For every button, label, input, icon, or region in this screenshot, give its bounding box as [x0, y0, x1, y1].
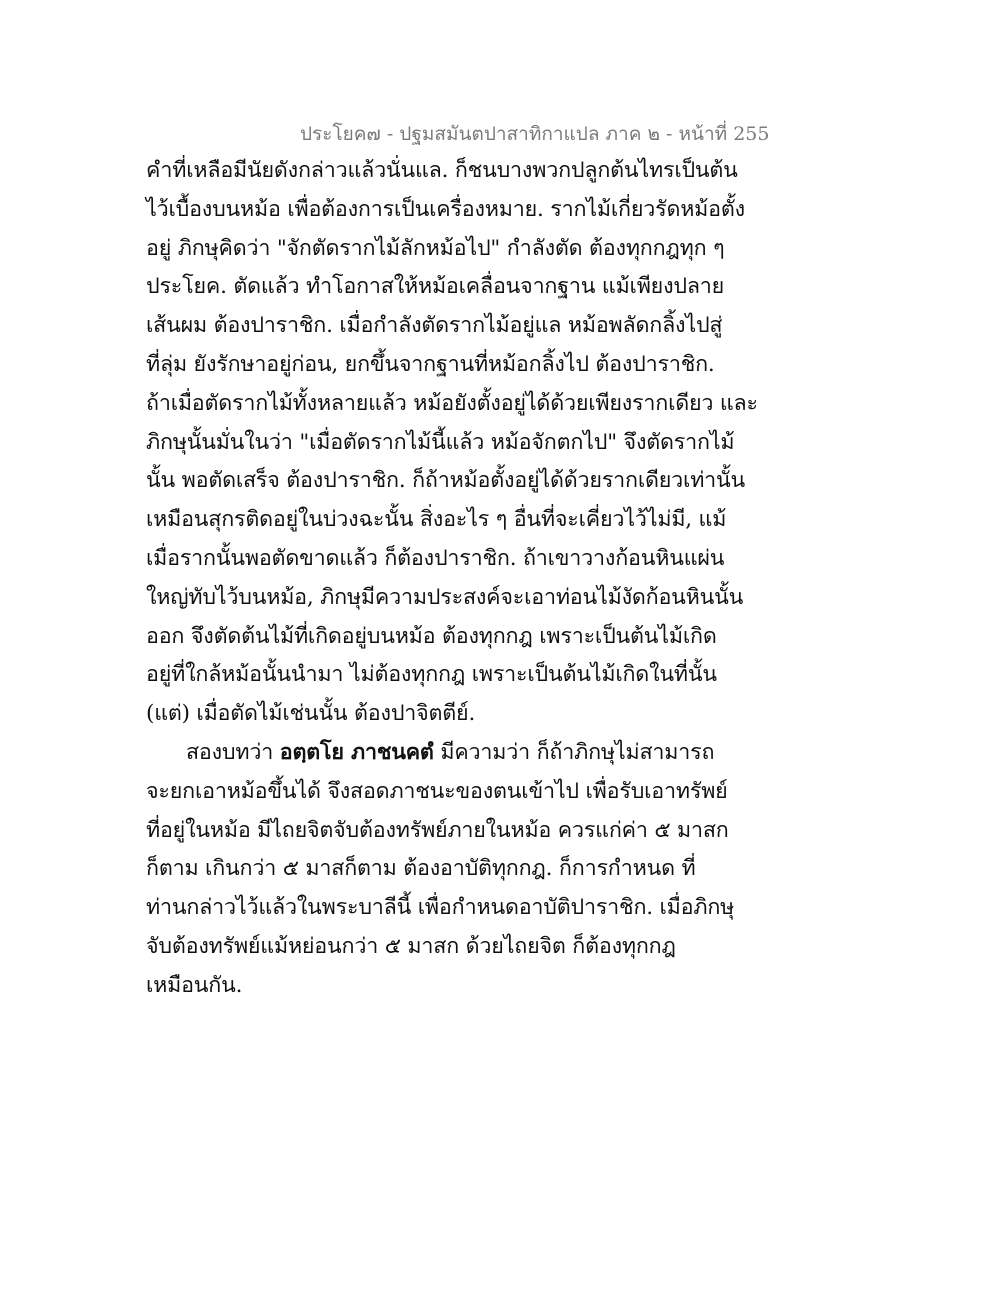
text-line: เหมือนสุกรติดอยู่ในบ่วงฉะนั้น สิ่งอะไร ๆ อื่นที่จะเคี่ยวไว้ไม่มี, แม้	[146, 507, 727, 533]
paragraph-2-intro: สองบทว่า	[186, 739, 274, 765]
paragraph-1	[146, 152, 758, 734]
text-line: ประโยค. ตัดแล้ว ทำโอกาสให้หม้อเคลื่อนจากฐาน แม้เพียงปลาย	[146, 274, 725, 300]
text-line: นั้น พอตัดเสร็จ ต้องปาราชิก. ก็ถ้าหม้อตั้งอยู่ได้ด้วยรากเดียวเท่านั้น	[146, 468, 746, 494]
text-line: ไว้เบื้องบนหม้อ เพื่อต้องการเป็นเครื่องหมาย. รากไม้เกี่ยวรัดหม้อตั้ง	[146, 196, 745, 222]
text-line: ท่านกล่าวไว้แล้วในพระบาลีนี้ เพื่อกำหนดอาบัติปาราชิก. เมื่อภิกษุ	[146, 895, 735, 921]
text-line: จับต้องทรัพย์แม้หย่อนกว่า ๕ มาสก ด้วยไถยจิต ก็ต้องทุกกฎ	[146, 933, 676, 959]
paragraph-2	[146, 734, 735, 1006]
text-line: ก็ตาม เกินกว่า ๕ มาสก็ตาม ต้องอาบัติทุกกฎ. ก็การกำหนด ที่	[146, 856, 696, 882]
paragraph-2-first-line	[146, 734, 715, 773]
running-header: ประโยค๗ - ปฐมสมันตปาสาทิกาแปล ภาค ๒ - หน้าที่ 255	[300, 123, 770, 145]
text-line: ออก จึงตัดต้นไม้ที่เกิดอยู่บนหม้อ ต้องทุกกฎ เพราะเป็นต้นไม้เกิด	[146, 623, 717, 649]
text-line: เส้นผม ต้องปาราชิก. เมื่อกำลังตัดรากไม้อยู่แล หม้อพลัดกลิ้งไปสู่	[146, 313, 723, 339]
text-line: อยู่ ภิกษุคิดว่า "จักตัดรากไม้ลักหม้อไป" กำลังตัด ต้องทุกกฎทุก ๆ	[146, 235, 725, 261]
text-line: เมื่อรากนั้นพอตัดขาดแล้ว ก็ต้องปาราชิก. ถ้าเขาวางก้อนหินแผ่น	[146, 545, 725, 571]
text-line: ที่ลุ่ม ยังรักษาอยู่ก่อน, ยกขึ้นจากฐานที่หม้อกลิ้งไป ต้องปาราชิก.	[146, 351, 715, 377]
text-line: (แต่) เมื่อตัดไม้เช่นนั้น ต้องปาจิตตีย์.	[146, 701, 476, 727]
text-line: ภิกษุนั้นมั่นในว่า "เมื่อตัดรากไม้นี้แล้ว หม้อจักตกไป" จึงตัดรากไม้	[146, 429, 735, 455]
paragraph-2-first-line-rest: มีความว่า ก็ถ้าภิกษุไม่สามารถ	[440, 739, 715, 765]
text-line: อยู่ที่ใกล้หม้อนั้นนำมา ไม่ต้องทุกกฎ เพราะเป็นต้นไม้เกิดในที่นั้น	[146, 662, 717, 688]
text-line: เหมือนกัน.	[146, 972, 243, 998]
text-line: คำที่เหลือมีนัยดังกล่าวแล้วนั่นแล. ก็ชนบางพวกปลูกต้นไทรเป็นต้น	[146, 158, 738, 183]
text-line: ถ้าเมื่อตัดรากไม้ทั้งหลายแล้ว หม้อยังตั้งอยู่ได้ด้วยเพียงรากเดียว และ	[146, 390, 758, 416]
text-line: ใหญ่ทับไว้บนหม้อ, ภิกษุมีความประสงค์จะเอาท่อนไม้งัดก้อนหินนั้น	[146, 584, 744, 610]
body-text	[146, 152, 758, 1006]
pali-term: อตฺตโย ภาชนคตํ	[279, 739, 434, 765]
text-line: ที่อยู่ในหม้อ มีไถยจิตจับต้องทรัพย์ภายในหม้อ ควรแก่ค่า ๕ มาสก	[146, 817, 729, 843]
text-line: จะยกเอาหม้อขึ้นได้ จึงสอดภาชนะของตนเข้าไป เพื่อรับเอาทรัพย์	[146, 778, 728, 804]
